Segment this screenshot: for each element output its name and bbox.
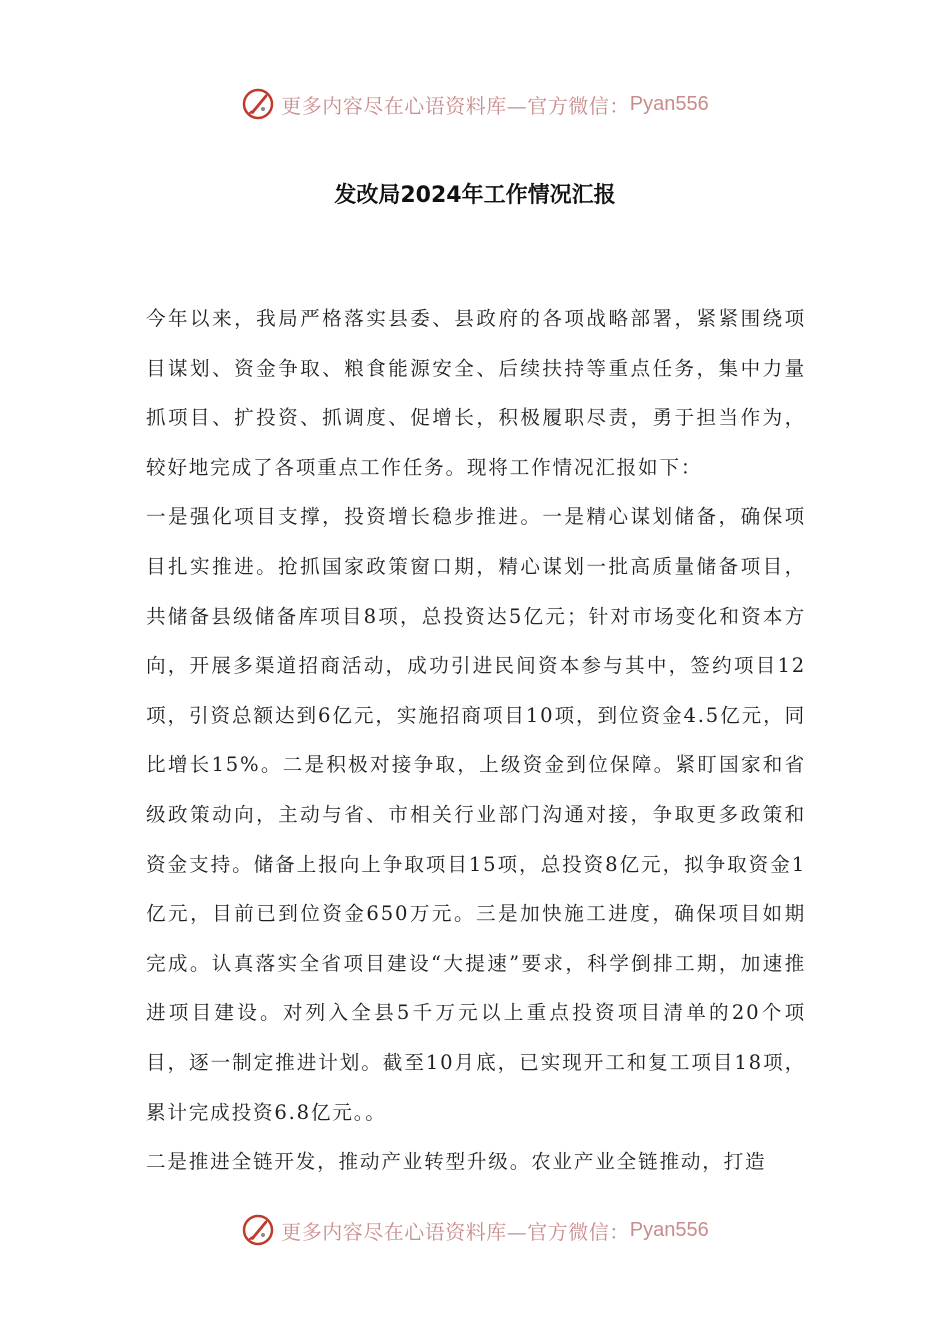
header-watermark [0,84,950,124]
document-body [146,294,806,1187]
quill-logo-icon [241,1213,275,1247]
quill-logo-icon [241,87,275,121]
document-title: 发改局2024年工作情况汇报 [334,183,616,208]
watermark-text: 更多内容尽在心语资料库—官方微信： [281,93,630,118]
watermark-wechat-id: Pyan556 [629,1218,709,1241]
paragraph-project-support: 一是强化项目支撑，投资增长稳步推进。一是精心谋划储备，确保项目扎实推进。抢抓国家政策窗口期，精心谋划一批高质量储备项目，共储备县级储备库项目8项，总投资达5亿元；针对市场变化和资本方向，开展多渠道招商活动，成功引进民间资本参与其中，签约项目12项，引资总额达到6亿元，实施招商项目10项，到位资金4.5亿元，同比增长15%。二是积极对接争取，上级资金到位保障。紧盯国家和省级政策动向，主动与省、市相关行业部门沟通对接，争取更多政策和资金支持。储备上报向上争取项目15项，总投资8亿元，拟争取资金1亿元，目前已到位资金650万元。三是加快施工进度，确保项目如期完成。认真落实全省项目建设“大提速”要求，科学倒排工期，加速推进项目建设。对列入全县5千万元以上重点投资项目清单的20个项目，逐一制定推进计划。截至10月底，已实现开工和复工项目18项，累计完成投资6.8亿元。。 [146,505,806,1124]
footer-watermark [0,1210,950,1250]
paragraph-intro: 今年以来，我局严格落实县委、县政府的各项战略部署，紧紧围绕项目谋划、资金争取、粮食能源安全、后续扶持等重点任务，集中力量抓项目、扩投资、抓调度、促增长，积极履职尽责，勇于担当作为，较好地完成了各项重点工作任务。现将工作情况汇报如下： [146,307,806,479]
paragraph-industry-chain: 二是推进全链开发，推动产业转型升级。农业产业全链推动，打造 [146,1150,767,1174]
watermark-wechat-id: Pyan556 [629,92,709,115]
watermark-text: 更多内容尽在心语资料库—官方微信： [281,1219,630,1244]
